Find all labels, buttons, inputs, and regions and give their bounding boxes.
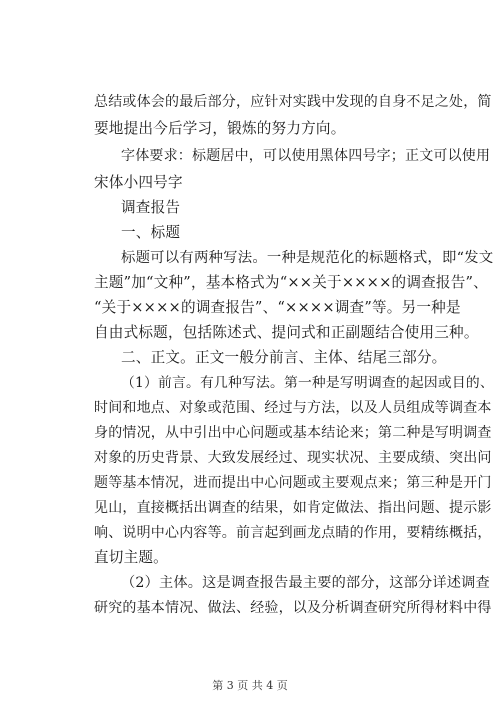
body-text-line: 时间和地点、对象或范围、经过与方法，以及人员组成等调查本 xyxy=(94,400,492,416)
body-text-line: 字体要求：标题居中，可以使用黑体四号字；正文可以使用 xyxy=(121,148,491,164)
body-text-line: 见山，直接概括出调查的结果，如肯定做法、指出问题、提示影 xyxy=(94,500,492,516)
heading-title-section: 一、标题 xyxy=(121,224,181,241)
body-text-line: 对象的历史背景、大致发展经过、现实状况、主要成绩、突出问 xyxy=(94,450,492,466)
body-text-line: 宋体小四号字 xyxy=(94,174,183,191)
body-text-line: “关于××××的调查报告”、“××××调查”等。另一种是 xyxy=(94,299,461,316)
body-text-line: 响、说明中心内容等。前言起到画龙点睛的作用，要精练概括， xyxy=(94,525,492,541)
section-title: 调查报告 xyxy=(121,199,181,216)
body-text-line: 题等基本情况，进而提出中心问题或主要观点来；第三种是开门 xyxy=(94,475,492,491)
body-text-line: （2）主体。这是调查报告最主要的部分，这部分详述调查 xyxy=(121,575,490,591)
body-text-line: 主题”加“文种”，基本格式为“××关于××××的调查报告”、 xyxy=(94,274,488,291)
page-number-footer: 第 3 页 共 4 页 xyxy=(212,679,288,692)
body-text-line: 研究的基本情况、做法、经验，以及分析调查研究所得材料中得 xyxy=(94,600,492,616)
body-text-line: 身的情况，从中引出中心问题或基本结论来；第二种是写明调查 xyxy=(94,425,492,441)
body-text-line: 总结或体会的最后部分，应针对实践中发现的自身不足之处，简 xyxy=(94,94,492,110)
body-text-line: 自由式标题，包括陈述式、提问式和正副题结合使用三种。 xyxy=(94,324,479,341)
body-text-line: 要地提出今后学习，锻炼的努力方向。 xyxy=(94,120,346,137)
body-text-line: （1）前言。有几种写法。第一种是写明调查的起因或目的、 xyxy=(121,375,494,391)
heading-body-section: 二、正文。正文一般分前言、主体、结尾三部分。 xyxy=(121,349,447,366)
body-text-line: 直切主题。 xyxy=(94,549,168,566)
body-text-line: 标题可以有两种写法。一种是规范化的标题格式，即“发文 xyxy=(121,250,494,266)
